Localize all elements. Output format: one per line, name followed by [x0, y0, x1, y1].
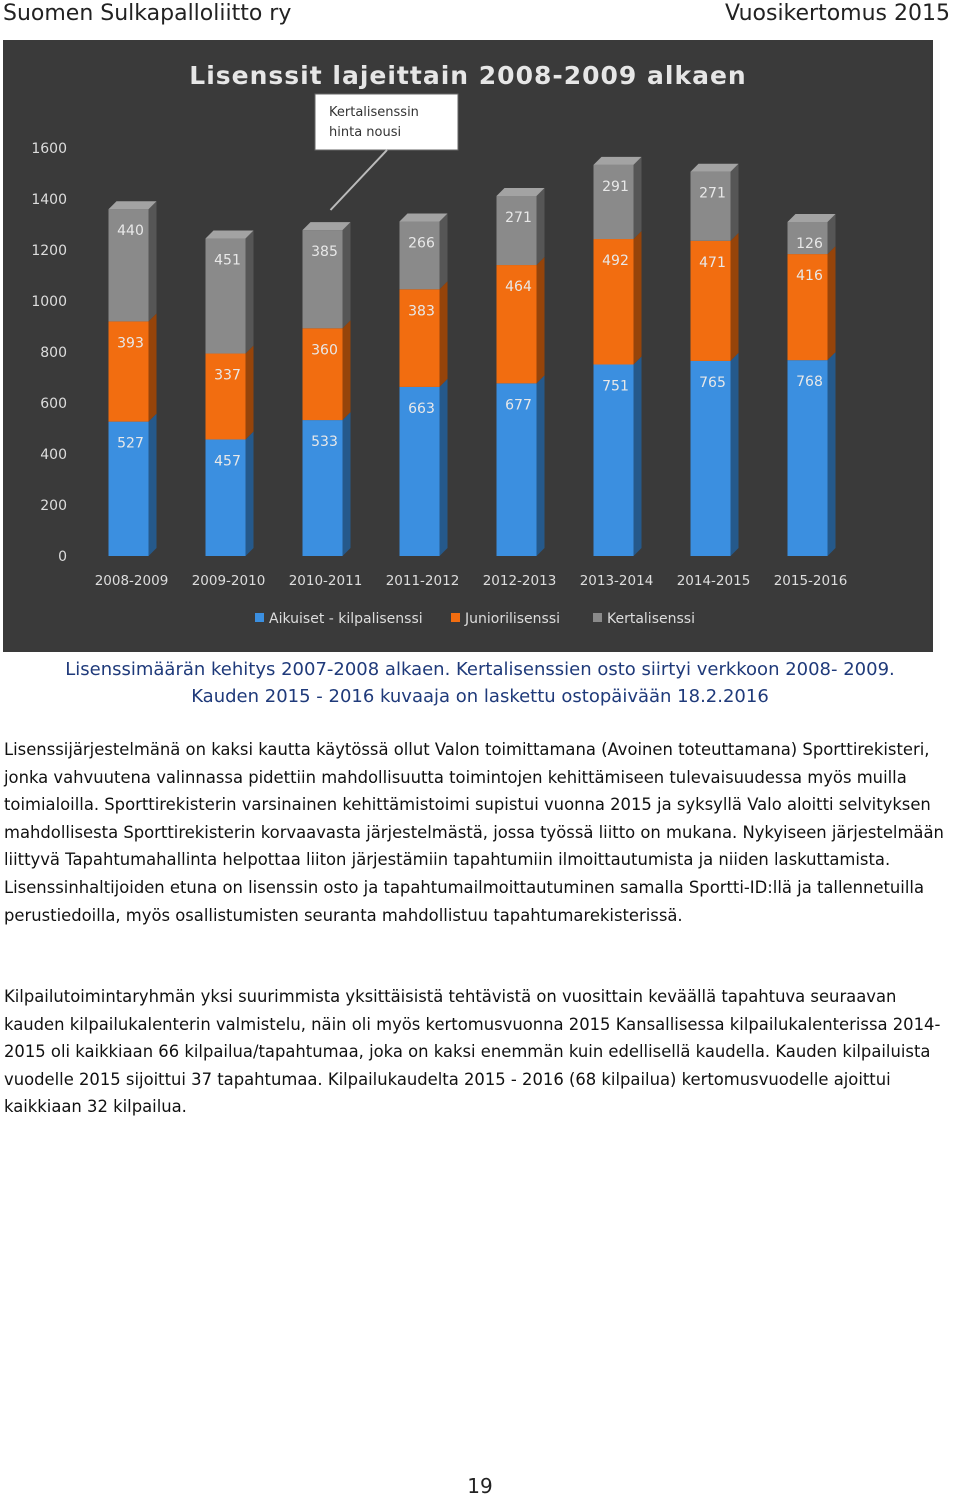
paragraph-text: Kilpailutoimintaryhmän yksi suurimmista yksittäisistä tehtävistä on vuosittain keväällä tapahtuva seuraavan kauden kilpailukalenterin valmistelu, näin oli myös kertomusvuonna 2015 Kansallisessa kilpailukalenterissa 2014-2015 oli kaikkiaan 66 kilpailua/tapahtumaa, joka on kaksi enemmän kuin edellisellä kaudella. Kauden kilpailuista vuodelle 2015 sijoittui 37 tapahtumaa. Kilpailukaudelta 2015 - 2016 (68 kilpailua) kertomusvuodelle ajoittui kaikkiaan 32 kilpailua. [4, 987, 941, 1117]
y-tick-label: 1600 [31, 141, 67, 157]
bar-top [497, 188, 545, 196]
data-label: 126 [796, 235, 823, 252]
bar-side [343, 412, 351, 556]
annotation-text: Kertalisenssin [329, 105, 419, 120]
paragraph-text: Lisenssijärjestelmänä on kaksi kautta käytössä ollut Valon toimittamana (Avoinen toteuttamana) Sporttirekisteri, jonka vahvuutena valinnassa pidettiin mahdollisuutta toimintojen kehittämiseen tulevaisuudessa myös muilla toimialoilla. Sporttirekisterin varsinainen kehittämistoimi supistui vuonna 2015 ja syksyllä Valo aloitti selvityksen mahdollisesta Sporttirekisterin korvaavasta järjestelmästä, jossa työssä liitto on mukana. Nykyiseen järjestelmään liittyvä Tapahtumahallinta helpottaa liiton järjestämiin tapahtumiin ilmoittautumista ja niiden laskuttamista. Lisenssinhaltijoiden etuna on lisenssin osto ja tapahtumailmoittautuminen samalla Sportti-ID:llä ja tallennetuilla perustiedoilla, myös osallistumisten seuranta mahdollistuu tapahtumarekisterissä. [4, 740, 944, 925]
x-tick-label: 2013-2014 [579, 573, 654, 589]
header-organization: Suomen Sulkapalloliitto ry [3, 1, 292, 26]
bar-side [246, 431, 254, 556]
data-label: 360 [311, 342, 338, 359]
bar-side [343, 222, 351, 328]
bar-top [109, 201, 157, 209]
data-label: 457 [214, 453, 241, 470]
bar-segment [691, 172, 731, 241]
bar-side [537, 188, 545, 265]
legend-swatch [451, 613, 460, 622]
bar-side [828, 352, 836, 556]
annotation-text: hinta nousi [329, 125, 402, 140]
legend-label: Juniorilisenssi [465, 611, 561, 627]
paragraph-competition [4, 983, 952, 1121]
data-label: 765 [699, 374, 726, 391]
bar-segment [206, 354, 246, 440]
data-label: 451 [214, 252, 241, 269]
legend-swatch [255, 613, 264, 622]
y-tick-label: 0 [58, 549, 67, 565]
bar-side [828, 246, 836, 360]
y-tick-label: 600 [40, 396, 67, 412]
data-label: 471 [699, 254, 726, 271]
data-label: 271 [699, 185, 726, 202]
y-tick-label: 1400 [31, 192, 67, 208]
bar-side [440, 379, 448, 556]
bar-side [537, 375, 545, 556]
bar-side [634, 157, 642, 239]
bar-segment [497, 196, 537, 265]
chart-caption-line-2: Kauden 2015 - 2016 kuvaaja on laskettu ostopäivään 18.2.2016 [191, 686, 769, 707]
y-tick-label: 1000 [31, 294, 67, 310]
bar-side [149, 414, 157, 556]
data-label: 768 [796, 374, 823, 391]
data-label: 393 [117, 335, 144, 352]
annotation-arrow-line [331, 150, 388, 210]
bar-side [634, 231, 642, 364]
bar-side [246, 346, 254, 440]
bar-top [303, 222, 351, 230]
data-label: 492 [602, 253, 629, 270]
legend-swatch [593, 613, 602, 622]
bar-side [634, 356, 642, 556]
bar-top [594, 157, 642, 165]
legend-label: Kertalisenssi [607, 611, 695, 627]
y-tick-label: 400 [40, 447, 67, 463]
data-label: 271 [505, 209, 532, 226]
data-label: 751 [602, 378, 629, 395]
x-tick-label: 2012-2013 [482, 573, 557, 589]
bar-side [149, 313, 157, 421]
y-tick-label: 800 [40, 345, 67, 361]
bar-top [400, 213, 448, 221]
y-tick-label: 200 [40, 498, 67, 514]
x-tick-label: 2009-2010 [191, 573, 266, 589]
data-label: 416 [796, 268, 823, 285]
x-tick-label: 2014-2015 [676, 573, 751, 589]
x-tick-label: 2008-2009 [94, 573, 169, 589]
bar-top [788, 214, 836, 222]
chart-caption-line-1: Lisenssimäärän kehitys 2007-2008 alkaen. Kertalisenssien osto siirtyi verkkoon 2008- 2009. [65, 659, 895, 680]
y-tick-label: 1200 [31, 243, 67, 259]
data-label: 440 [117, 223, 144, 240]
data-label: 663 [408, 400, 435, 417]
bar-side [731, 353, 739, 556]
data-label: 266 [408, 235, 435, 252]
bar-side [731, 233, 739, 361]
data-label: 291 [602, 178, 629, 195]
paragraph-license-system [4, 736, 952, 929]
bar-side [343, 320, 351, 420]
data-label: 337 [214, 367, 241, 384]
x-tick-label: 2011-2012 [385, 573, 460, 589]
legend-label: Aikuiset - kilpalisenssi [269, 611, 423, 627]
x-tick-label: 2010-2011 [288, 573, 363, 589]
chart-title: Lisenssit lajeittain 2008-2009 alkaen [189, 61, 747, 90]
annotation-box [315, 94, 458, 150]
data-label: 527 [117, 435, 144, 452]
bar-top [206, 231, 254, 239]
bar-segment [400, 221, 440, 289]
bar-segment [594, 165, 634, 239]
bar-side [440, 281, 448, 387]
bar-side [246, 231, 254, 354]
license-chart [3, 40, 933, 652]
x-tick-label: 2015-2016 [773, 573, 848, 589]
bar-side [731, 164, 739, 241]
data-label: 383 [408, 303, 435, 320]
bar-side [149, 201, 157, 321]
data-label: 677 [505, 397, 532, 414]
page-number: 19 [467, 1474, 493, 1498]
bar-top [691, 164, 739, 172]
data-label: 385 [311, 244, 338, 261]
header-report-title: Vuosikertomus 2015 [725, 1, 950, 26]
bar-side [537, 257, 545, 383]
data-label: 533 [311, 434, 338, 451]
bar-side [440, 213, 448, 289]
data-label: 464 [505, 279, 532, 296]
